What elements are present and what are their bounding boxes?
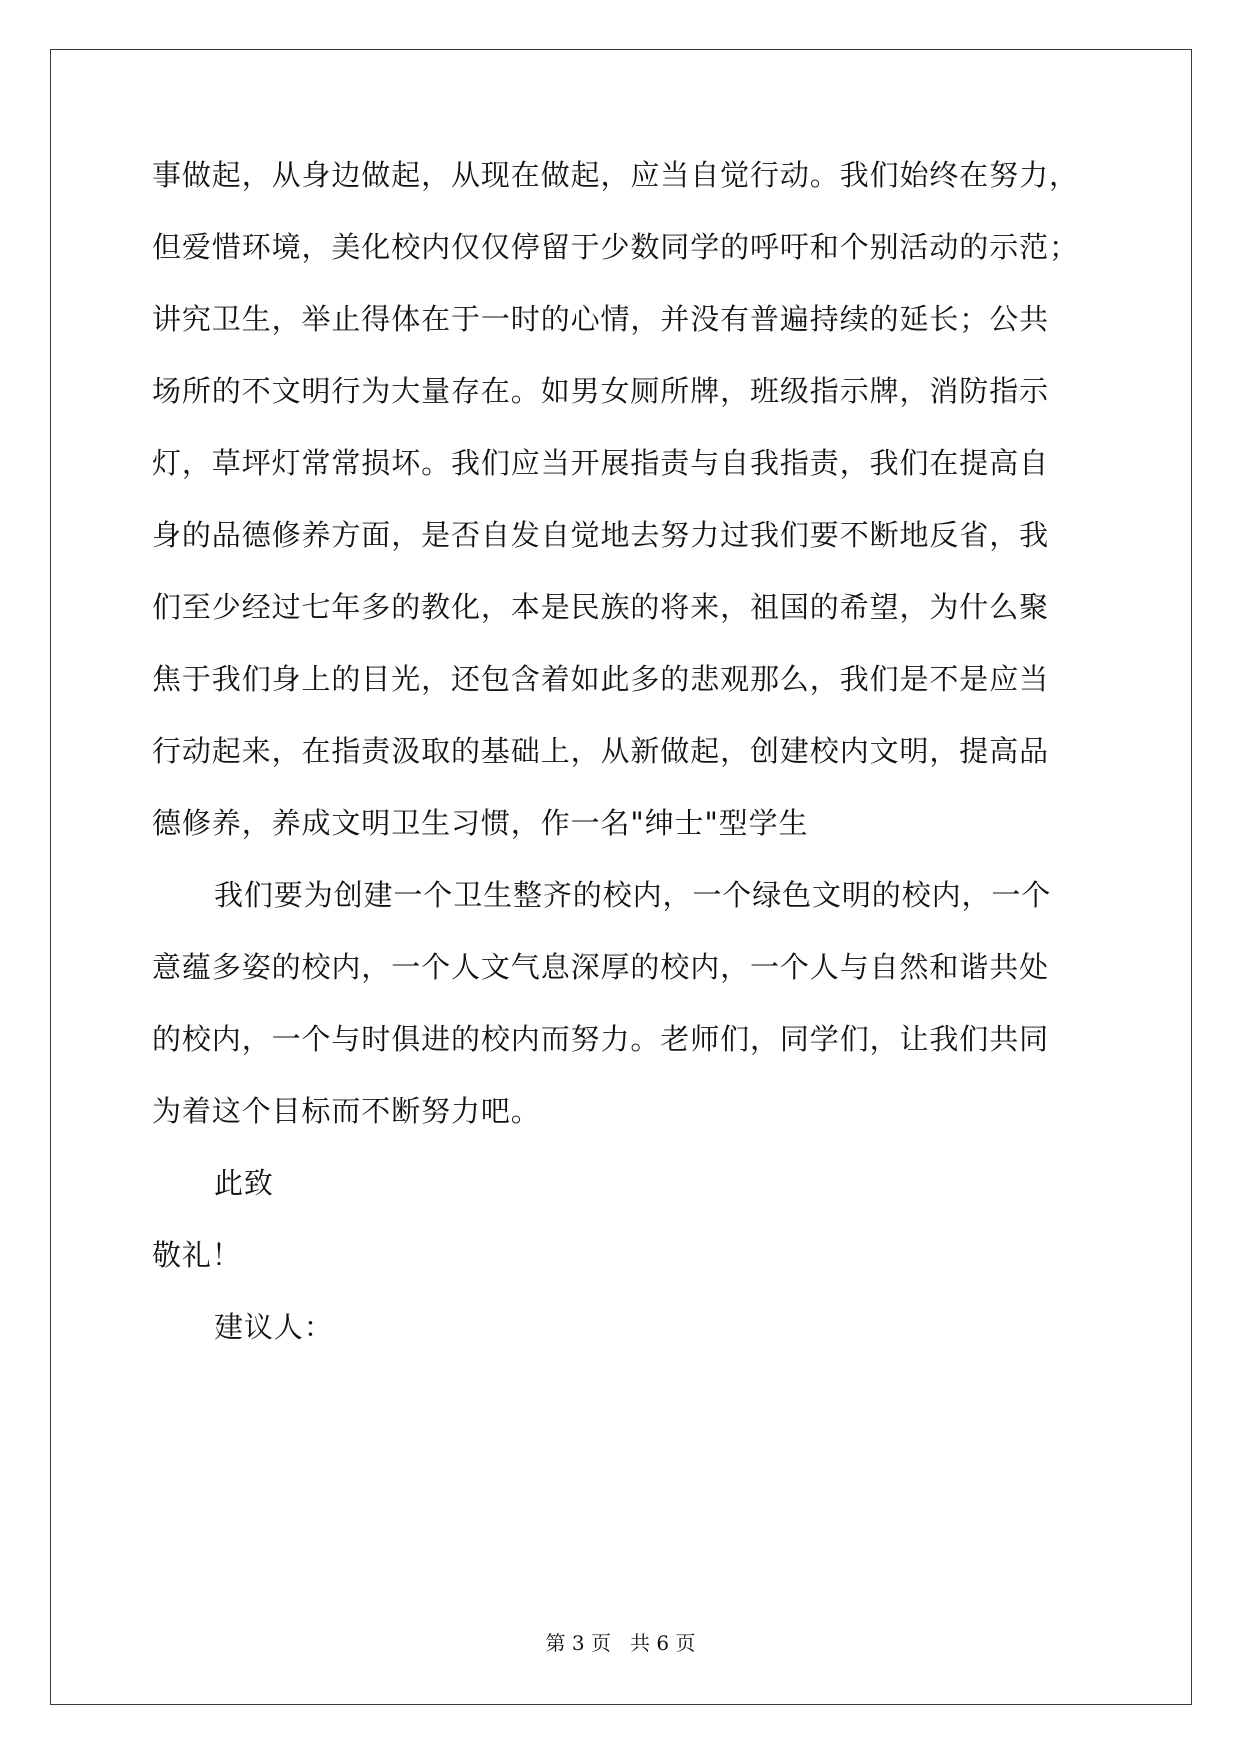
page-footer: 第 3 页 共 6 页 bbox=[545, 1631, 696, 1655]
closing-regards: 敬礼！ bbox=[152, 1238, 242, 1272]
body-line: 讲究卫生，举止得体在于一时的心情，并没有普遍持续的延长；公共 bbox=[152, 302, 1050, 336]
body-line: 的校内，一个与时俱进的校内而努力。老师们，同学们，让我们共同 bbox=[152, 1022, 1050, 1056]
body-line: 但爱惜环境，美化校内仅仅停留于少数同学的呼吁和个别活动的示范； bbox=[152, 230, 1079, 264]
body-line: 意蕴多姿的校内，一个人文气息深厚的校内，一个人与自然和谐共处 bbox=[152, 950, 1050, 984]
body-line: 为着这个目标而不断努力吧。 bbox=[152, 1094, 541, 1128]
body-line: 场所的不文明行为大量存在。如男女厕所牌，班级指示牌，消防指示 bbox=[152, 374, 1050, 408]
body-line: 事做起，从身边做起，从现在做起，应当自觉行动。我们始终在努力， bbox=[152, 158, 1079, 192]
body-line: 身的品德修养方面，是否自发自觉地去努力过我们要不断地反省，我 bbox=[152, 518, 1050, 552]
body-line: 们至少经过七年多的教化，本是民族的将来，祖国的希望，为什么聚 bbox=[152, 590, 1050, 624]
body-line: 行动起来，在指责汲取的基础上，从新做起，创建校内文明，提高品 bbox=[152, 734, 1050, 768]
closing-salutation: 此致 bbox=[214, 1166, 274, 1200]
body-line: 我们要为创建一个卫生整齐的校内，一个绿色文明的校内，一个 bbox=[214, 878, 1052, 912]
body-line: 德修养，养成文明卫生习惯，作一名"绅士"型学生 bbox=[152, 806, 809, 840]
signature-label: 建议人： bbox=[214, 1310, 334, 1344]
body-line: 焦于我们身上的目光，还包含着如此多的悲观那么，我们是不是应当 bbox=[152, 662, 1050, 696]
body-line: 灯，草坪灯常常损坏。我们应当开展指责与自我指责，我们在提高自 bbox=[152, 446, 1050, 480]
